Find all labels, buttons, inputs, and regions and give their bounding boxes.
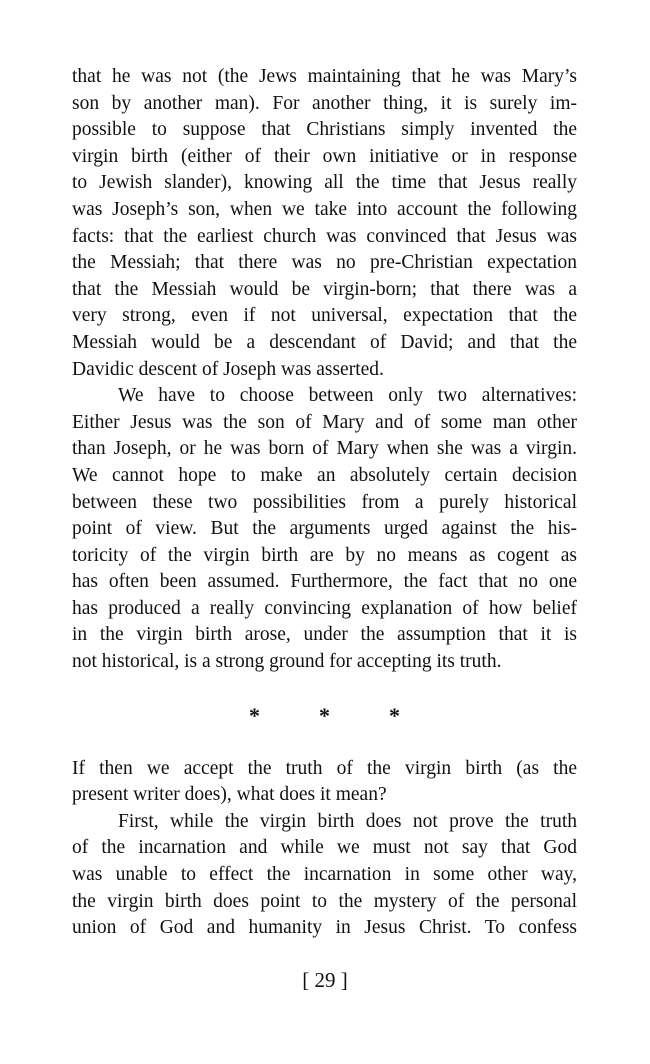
- text-line: to Jewish slander), knowing all the time that Jesus really: [72, 172, 577, 194]
- text-line: very strong, even if not universal, expectation that the: [72, 305, 577, 327]
- text-line: If then we accept the truth of the virgin birth (as the: [72, 757, 577, 779]
- text-line: Davidic descent of Joseph was asserted.: [72, 358, 384, 380]
- text-line: that the Messiah would be virgin-born; that there was a: [72, 278, 577, 300]
- paragraph-4: [72, 809, 577, 942]
- text-line: in the virgin birth arose, under the assumption that it is: [72, 624, 577, 646]
- text-line: not historical, is a strong ground for accepting its truth.: [72, 651, 502, 673]
- text-line: between these two possibilities from a purely historical: [72, 491, 577, 513]
- page-number: [ 29 ]: [302, 968, 348, 992]
- text-line: has often been assumed. Furthermore, the fact that no one: [72, 571, 577, 593]
- text-line: Either Jesus was the son of Mary and of some man other: [72, 411, 577, 433]
- page-text: [72, 64, 577, 942]
- text-line: facts: that the earliest church was convinced that Jesus was: [72, 225, 577, 247]
- text-line: present writer does), what does it mean?: [72, 784, 387, 806]
- paragraph-1: [72, 64, 577, 383]
- text-line: virgin birth (either of their own initiative or in response: [72, 145, 577, 167]
- text-line: the virgin birth does point to the mystery of the personal: [72, 890, 577, 912]
- paragraph-3: [72, 756, 577, 809]
- text-line: possible to suppose that Christians simply invented the: [72, 119, 577, 141]
- text-line: that he was not (the Jews maintaining that he was Mary’s: [72, 66, 577, 87]
- text-line: was unable to effect the incarnation in some other way,: [72, 864, 577, 886]
- asterisk: *: [389, 702, 400, 728]
- text-line: We cannot hope to make an absolutely certain decision: [72, 464, 577, 486]
- text-line: First, while the virgin birth does not prove the truth: [118, 810, 577, 832]
- section-break: [72, 676, 577, 756]
- asterisk: *: [319, 702, 330, 728]
- text-line: Messiah would be a descendant of David; and that the: [72, 331, 577, 353]
- text-line: point of view. But the arguments urged against the his-: [72, 518, 577, 540]
- paragraph-2: [72, 383, 577, 676]
- text-line: toricity of the virgin birth are by no means as cogent as: [72, 544, 577, 566]
- text-line: son by another man). For another thing, it is surely im-: [72, 92, 577, 114]
- text-line: than Joseph, or he was born of Mary when she was a virgin.: [72, 438, 577, 460]
- text-line: the Messiah; that there was no pre-Christian expectation: [72, 252, 577, 274]
- text-line: was Joseph’s son, when we take into account the following: [72, 198, 577, 220]
- asterisk: *: [249, 702, 260, 728]
- text-line: has produced a really convincing explanation of how belief: [72, 597, 577, 619]
- text-line: of the incarnation and while we must not say that God: [72, 837, 577, 859]
- text-line: We have to choose between only two alternatives:: [118, 385, 577, 407]
- text-line: union of God and humanity in Jesus Christ. To confess: [72, 917, 577, 939]
